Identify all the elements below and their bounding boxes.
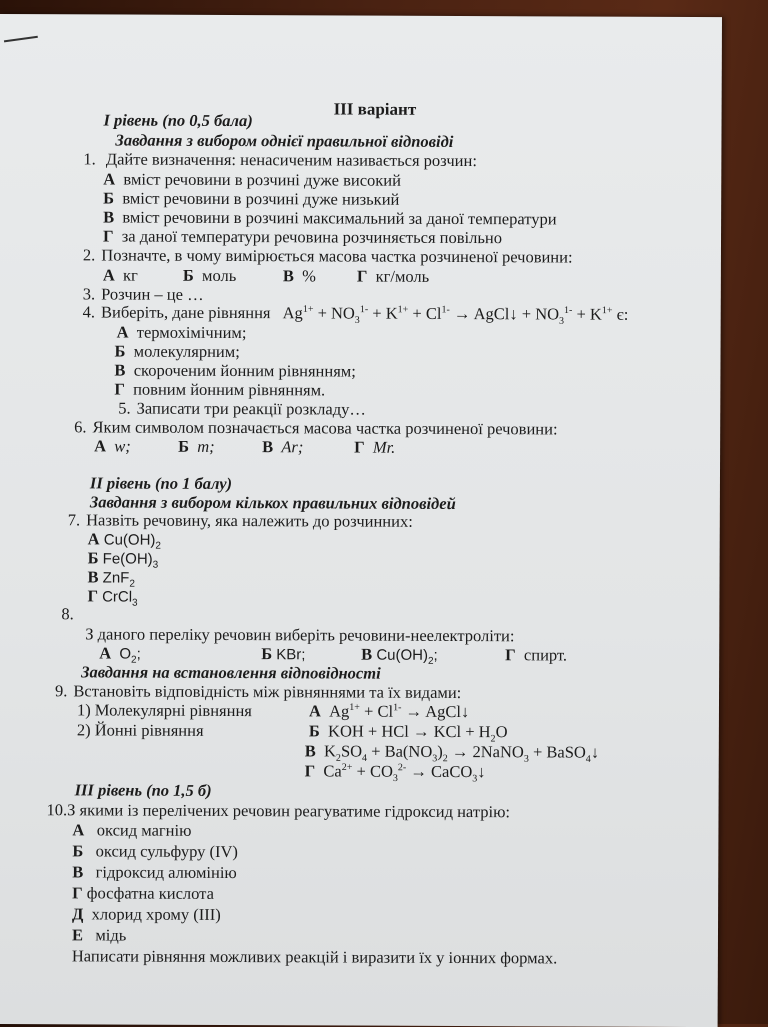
q10-option-c: В гідроксид алюмінію [72,862,237,883]
q7-option-d: Г CrCl$_3$ [87,586,138,609]
q1-option-d: Г за даної температури речовина розчиняється повільно [102,226,503,248]
q9-right-a: А $Ag^{1+} + Cl^{1-}$ → AgCl↓ [308,701,470,722]
question-4: 4. Виберіть, дане рівняння $Ag^{1+} + NO_3^{1-} + K^{1+} + Cl^{1-}$ → AgCl↓ + $NO_3^{1-} + K^{1+}$ є: [82,302,629,327]
q9-right-d: Г $Ca^{2+} + CO_3^{2-}$ → CaCO$_3$↓ [304,761,486,785]
level3-heading: ІІІ рівень (по 1,5 б) [74,780,212,800]
q1-option-a: А вміст речовини в розчині дуже високий [103,169,402,190]
q7-option-a: А $Cu(OH)_2$ [87,529,161,552]
question-2: 2. Позначте, в чому вимірюється масова частка розчиненої речовини: [82,245,573,267]
q1-option-c: В вміст речовини в розчині максимальний за даної температури [103,207,557,229]
exam-sheet [0,14,722,1027]
level1-instruction: Завдання з вибором однієї правильної відповіді [115,130,454,151]
q9-left-1: 1) Молекулярні рівняння [76,700,252,721]
q10-option-f: Е мідь [71,925,127,945]
q8-options: А $O_2$; Б KBr; В $Cu(OH)_2$; Г спирт. [99,643,568,667]
question-10: 10.З якими із перелічених речовин реагуватиме гідроксид натрію: [46,800,511,822]
q4-option-b: Б молекулярним; [114,341,240,362]
q7-option-b: Б $Fe(OH)_3$ [87,548,159,571]
q6-options: А w; Б m; В Ar; Г Mr. [94,436,396,457]
question-5: 5. Записати три реакції розкладу… [118,398,366,419]
q4-option-d: Г повним йонним рівнянням. [114,379,326,400]
q10-footer: Написати рівняння можливих реакцій і виразити їх у іонних формах. [71,946,558,968]
question-number: 1. [83,149,96,169]
question-1 [83,149,477,171]
q4-option-a: А термохімічним; [116,322,247,343]
question-8-number: 8. [61,604,74,624]
q9-right-b: Б KOH + HCl → KCl + $H_2O$ [308,721,508,745]
matching-instruction: Завдання на встановлення відповідності [81,662,381,683]
q9-right-c: В $K_2SO_4 + Ba(NO_3)_2$ → 2NaNO$_3$ + BaSO$_4$↓ [304,741,600,765]
q1-option-b: Б вміст речовини в розчині дуже низький [103,188,400,209]
q4-option-c: В скороченим йонним рівнянням; [114,360,356,381]
question-9: 9. Встановіть відповідність між рівняннями та їх видами: [55,681,462,703]
level2-heading: ІІ рівень (по 1 балу) [89,473,233,494]
question-7: 7. Назвіть речовину, яка належить до розчинних: [67,510,413,531]
question-text: Дайте визначення: ненасиченим називається розчин: [105,149,477,171]
page-title: III варіант [333,99,417,119]
q10-option-b: Б оксид сульфуру (IV) [72,841,238,862]
level1-heading: І рівень (по 0,5 бала) [103,110,253,131]
pen-mark [4,36,38,43]
q4-equation: $Ag^{1+} + NO_3^{1-} + K^{1+} + Cl^{1-}$ → AgCl↓ + $NO_3^{1-} + K^{1+}$ [282,303,613,327]
question-6: 6. Яким символом позначається масова частка розчиненої речовини: [74,417,558,439]
question-3: 3. Розчин – це … [82,284,204,304]
q10-option-a: А оксид магнію [72,820,192,840]
q2-options: А кг Б моль В % Г кг/моль [102,265,430,286]
question-8: З даного переліку речовин виберіть речовини-неелектроліти: [85,624,515,646]
q10-option-d: Г фосфатна кислота [72,883,214,903]
q9-left-2: 2) Йонні рівняння [76,720,204,740]
q10-option-e: Д хлорид хрому (ІІІ) [72,904,221,924]
level2-instruction: Завдання з вибором кількох правильних відповідей [89,492,456,513]
q7-option-c: В ZnF$_2$ [87,567,135,590]
